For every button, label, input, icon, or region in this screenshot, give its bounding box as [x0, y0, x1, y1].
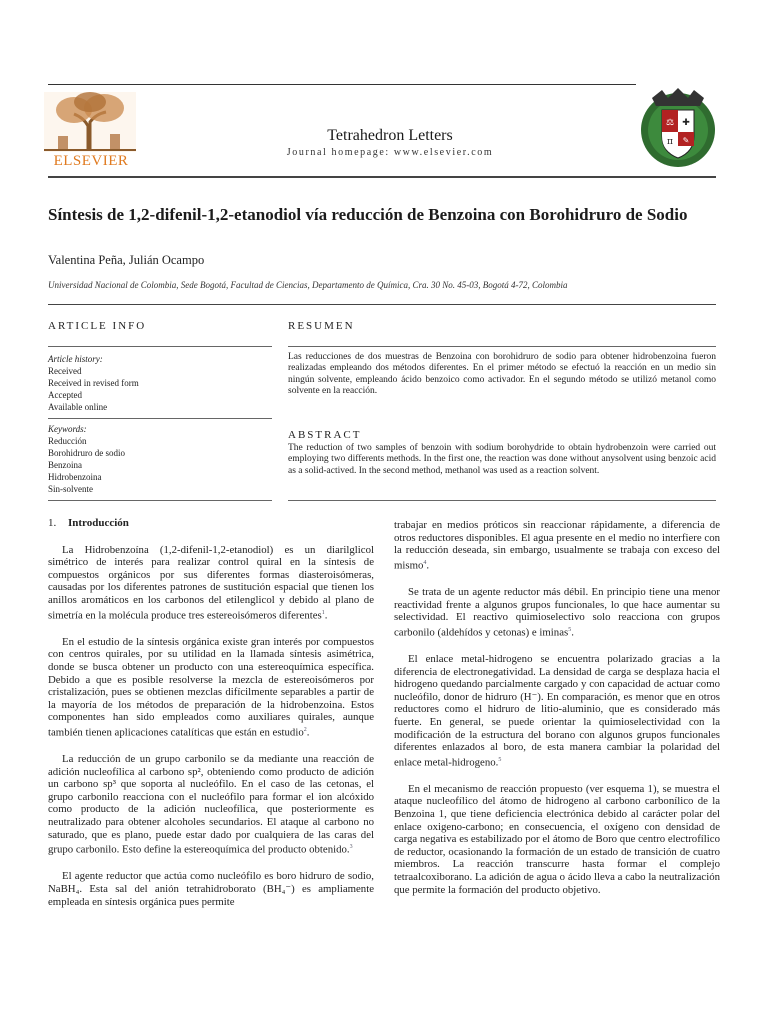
resumen-rule [288, 500, 716, 501]
top-rule [48, 84, 636, 85]
journal-homepage[interactable]: Journal homepage: www.elsevier.com [286, 147, 494, 158]
keyword: Reducción [48, 436, 87, 446]
resumen-heading: RESUMEN [288, 320, 355, 332]
article-history-label: Article history: [48, 354, 103, 364]
section-heading [48, 517, 374, 530]
section-title: Introducción [68, 517, 129, 529]
body-column-left [48, 517, 374, 922]
keyword: Benzoina [48, 460, 82, 470]
keywords-list [48, 423, 272, 495]
paragraph [48, 753, 374, 856]
reference-marker[interactable]: 5 [568, 626, 572, 633]
keywords-label: Keywords: [48, 424, 87, 434]
paragraph [394, 783, 720, 896]
paragraph-text: Se trata de un agente reductor más débil. En principio tiene una menor reactividad frente a algunos grupos funcionales, lo que hace aumentar su selectividad. El reactivo quimioselectivo solo reacciona con grupos carbonilo (aldehídos y cetonas) e iminas [394, 585, 720, 639]
affiliation: Universidad Nacional de Colombia, Sede Bogotá, Facultad de Ciencias, Departamento de Química, Cra. 30 No. 45-03, Bogotá 4-72, Colombia [48, 280, 568, 290]
paragraph: Se trata de un agente reductor más débil. En principio tiene una menor reactividad frente a algunos grupos funcionales, lo que hace aumentar su selectividad. El reactivo quimioselectivo solo reacciona con grupos carbonilo (aldehídos y cetonas) e iminas$^5$. [394, 585, 720, 639]
paragraph-text: El agente reductor que actúa como nucleófilo es boro hidruro de sodio, NaBH₄. Esta sal del anión tetrahidroborato (BH₄⁻) es ampliamente empleada en síntesis orgánica pues permite [48, 870, 374, 908]
svg-text:✚: ✚ [682, 118, 690, 128]
keyword: Borohidruro de sodio [48, 448, 125, 458]
header-rule [48, 176, 716, 178]
paragraph: En el estudio de la síntesis orgánica existe gran interés por compuestos con centros quirales, por su utilidad en la llamada síntesis asimétrica, donde se busca obtener un producto con una estereoquímica específica. Debido a que es posible resolverse la mezcla de estereoisómeros por cristalización, pues se obtienen mezclas difícilmente separables a partir de la mayoría de los métodos de preparación de la hidrobenzoina. Estos componentes han sido empleados como auxiliares quirales, aunque también tienen aplicaciones catalíticas que están en estudio$^2$. [48, 635, 374, 739]
svg-text:π: π [667, 137, 673, 147]
article-info-heading: ARTICLE INFO [48, 320, 147, 332]
paragraph-text: El enlace metal-hidrogeno se encuentra polarizado gracias a la diferencia de electronegatividad. La densidad de carga se desplaza hacia el hidrogeno quedando parcialmente cargado y con capacidad de actuar como nucleófilo, donor de hidruro (H⁻). En comparación, es menor que en otros reductores como el hidruro de litio-aluminio, que es considerado más fuerte. En general, se puede orientar la quimioselectividad con la modificación de la estructura del borano con algunos grupos funcionales diferentes enlazados al boro, de esta manera cambiar la polaridad del enlace metal-hidrogeno. [394, 652, 720, 769]
elsevier-wordmark: ELSEVIER [53, 153, 129, 169]
paragraph-text: trabajar en medios próticos sin reaccionar rápidamente, a diferencia de otros reductores disponibles. El agua presente en el medio no interfiere con la reducción deseada, sin embargo, usualmente se trabaja con exceso del mismo [394, 519, 720, 572]
svg-text:✎: ✎ [682, 136, 690, 145]
keyword: Sin-solvente [48, 484, 93, 494]
body-column-right [394, 519, 720, 910]
reference-marker[interactable]: 1 [321, 609, 325, 616]
reference-marker[interactable]: 5 [498, 756, 502, 763]
reference-marker[interactable]: 4 [423, 559, 427, 566]
abstract-heading: ABSTRACT [288, 429, 362, 441]
paragraph: La Hidrobenzoína (1,2-difenil-1,2-etanodiol) es un diarilglicol simétrico de interés para realizar control quiral en la síntesis de compuestos orgánicos por sus diferentes formas diasteroisómeras, causadas por los diferentes patrones de sustitución espacial que tienen los anillos aromáticos en los carbonos del etilenglicol y debido al plano de simetría en la molécula produce tres estereoisómeros diferentes$^1$. [48, 543, 374, 622]
paragraph-text: La reducción de un grupo carbonilo se da mediante una reacción de adición nucleofílica al carbono sp², obteniendo como producto de adición un carbono sp³ que soporta al nucleófilo. En el caso de las cetonas, el grupo carbonilo reacciona con el nucleófilo para formar el ion alcóxido como producto de la adición nucleofílica, que posteriormente es neutralizado para obtener alcoholes secundarios. El ataque al carbono no saturado, que es plano, puede estar dado por cualquiera de las caras del grupo carbonilo. Esto define la estereoquímica del producto obtenido. [48, 753, 374, 856]
history-item: Accepted [48, 390, 82, 400]
paper-title: Síntesis de 1,2-difenil-1,2-etanodiol vía reducción de Benzoina con Borohidruro de Sodio [48, 205, 688, 224]
paragraph-text: La Hidrobenzoína (1,2-difenil-1,2-etanodiol) es un diarilglicol simétrico de interés para realizar control quiral en la síntesis de compuestos orgánicos por sus diferentes formas diasteroisómeras, causadas por los diferentes patrones de sustitución espacial que tienen los anillos aromáticos en los carbonos del etilenglicol y debido al plano de simetría en la molécula produce tres estereoisómeros diferentes [48, 543, 374, 622]
history-item: Received in revised form [48, 378, 139, 388]
svg-text:⚖: ⚖ [665, 118, 675, 128]
history-item: Received [48, 366, 82, 376]
paragraph-text: En el estudio de la síntesis orgánica existe gran interés por compuestos con centros quirales, por su utilidad en la llamada síntesis asimétrica, donde se busca obtener un producto con una estereoquímica específica. Debido a que es posible resolverse la mezcla de estereoisómeros por cristalización, pues se obtienen mezclas difícilmente separables a partir de la mayoría de los métodos de preparación de la hidrobenzoina. Estos componentes han sido empleados como auxiliares quirales, aunque también tienen aplicaciones catalíticas que están en estudio [48, 635, 374, 739]
title-divider [48, 304, 716, 305]
resumen-rule [288, 346, 716, 347]
section-number: 1. [48, 517, 57, 529]
paragraph [394, 653, 720, 769]
university-crest-logo [638, 86, 718, 170]
paragraph: trabajar en medios próticos sin reaccionar rápidamente, a diferencia de otros reductores disponibles. El agua presente en el medio no interfiere con la reducción deseada, sin embargo, usualmente se trabaja con exceso del mismo$^4$. [394, 519, 720, 572]
journal-title: Tetrahedron Letters [327, 127, 453, 144]
keyword: Hidrobenzoina [48, 472, 102, 482]
article-info-rule [48, 500, 272, 501]
resumen-body: Las reducciones de dos muestras de Benzoina con borohidruro de sodio para obtener hidrobenzoina fueron realizadas empleando dos métodos diferentes. En el primer método se efectuó la reacción en un medio sin ningún solvente, empleando ácido benzoico como activador. En el segundo método se utilizó metanol como solvente en la reacción. [288, 352, 716, 397]
article-history [48, 353, 272, 413]
article-info-rule [48, 418, 272, 419]
author-list: Valentina Peña, Julián Ocampo [48, 253, 205, 267]
paragraph-text: En el mecanismo de reacción propuesto (ver esquema 1), se muestra el ataque nucleofílico del átomo de hidrogeno al carbono carbonílico de la Benzoina 1, que tiene deficiencia electrónica debido al carácter polar del enlace oxigeno-carbono; en consecuencia, el oxígeno con densidad de carga negativa es estabilizado por el átomo de Boro que centro electrofílico de reductor, ocasionando la formación de un estado de transición de cuatro miembros. La reacción transcurre hasta formar el complejo tetraalcoxiborano. La adición de agua o ácido lleva a cabo la neutralización que permite la formación del producto objetivo. [394, 782, 720, 896]
paragraph [48, 870, 374, 908]
article-info-rule [48, 346, 272, 347]
reference-marker[interactable]: 3 [349, 844, 353, 851]
reference-marker[interactable]: 2 [303, 726, 307, 733]
history-item: Available online [48, 402, 108, 412]
abstract-body: The reduction of two samples of benzoin with sodium borohydride to obtain hydrobenzoin were carried out employing two differents methods. In the first one, the reaction was done without anysolvent using benzoic acid as a solid-actived. In the second method, methanol was used as a reaction solvent. [288, 443, 716, 476]
